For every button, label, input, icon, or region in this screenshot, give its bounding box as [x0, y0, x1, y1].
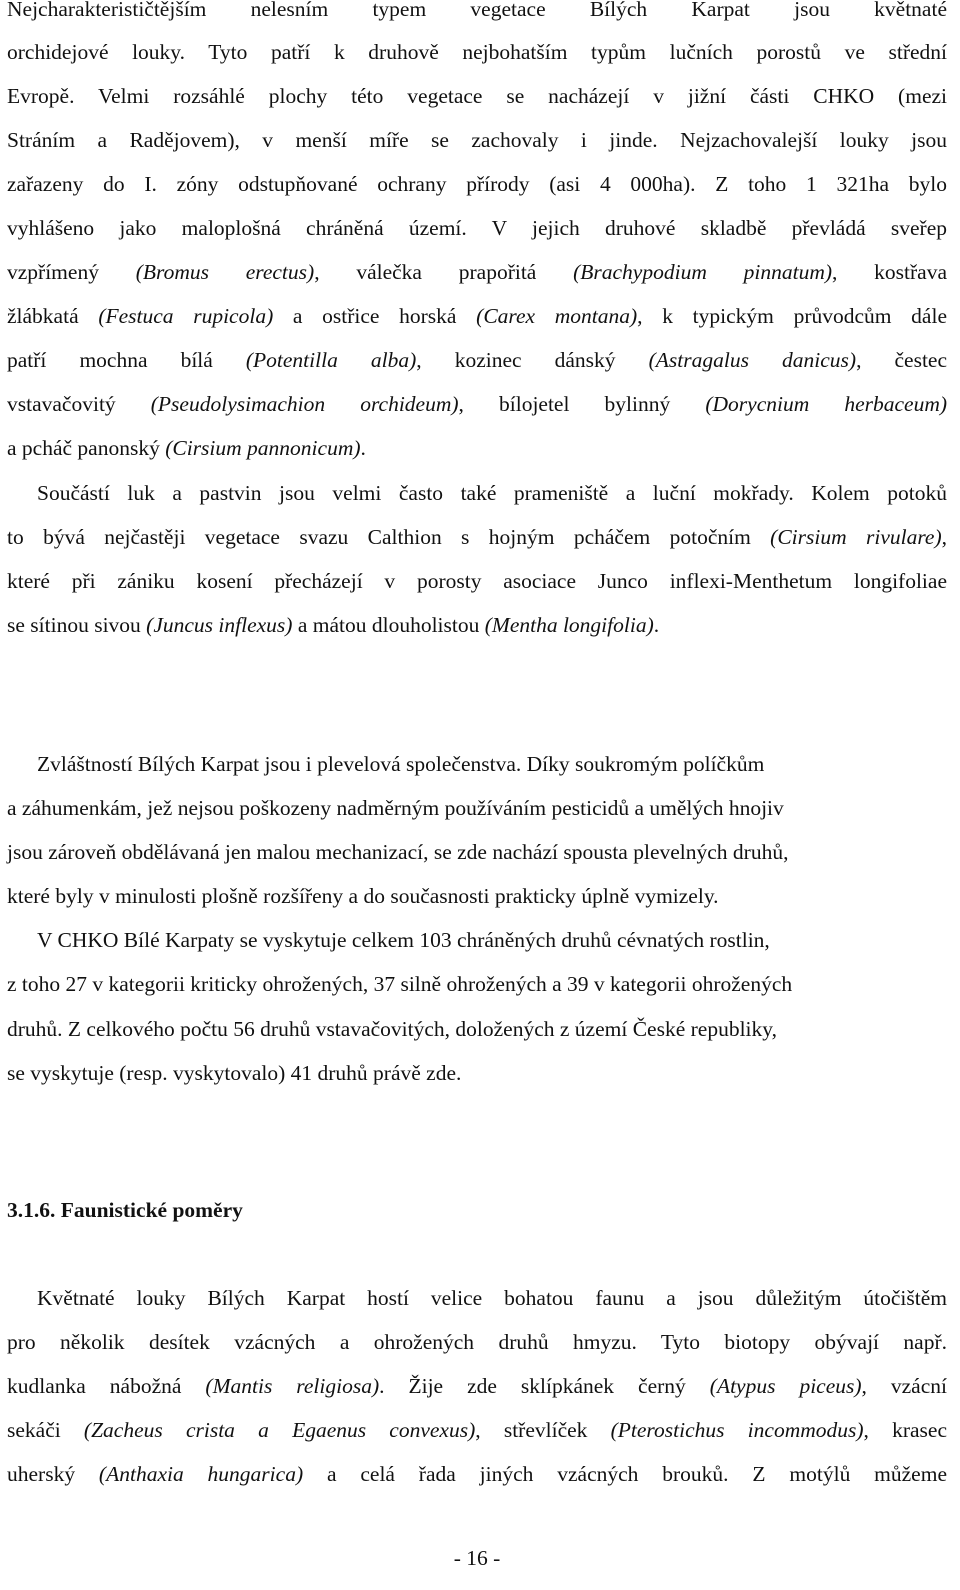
section-heading: 3.1.6. Faunistické poměry: [7, 1198, 243, 1222]
text-line: Květnaté louky Bílých Karpat hostí velice bohatou faunu a jsou důležitým útočištěm: [37, 1286, 947, 1310]
text-line: a záhumenkám, jež nejsou poškozeny nadměrným používáním pesticidů a umělých hnojiv: [7, 796, 784, 820]
text-line: se sítinou sivou (Juncus inflexus) a mátou dlouholistou (Mentha longifolia).: [7, 613, 660, 637]
text-line: druhů. Z celkového počtu 56 druhů vstavačovitých, doložených z území České republiky,: [7, 1017, 778, 1041]
text-line: Evropě. Velmi rozsáhlé plochy této vegetace se nacházejí v jižní části CHKO (mezi: [7, 84, 947, 108]
text-line: Stráním a Radějovem), v menší míře se zachovaly i jinde. Nejzachovalejší louky jsou: [7, 128, 947, 152]
document-page: [7, 0, 947, 1590]
text-line: vyhlášeno jako maloplošná chráněná území. V jejich druhové skladbě převládá sveřep: [7, 216, 947, 240]
text-line: které při zániku kosení přecházejí v porosty asociace Junco inflexi-Menthetum longifoliae: [7, 569, 947, 593]
text-line: sekáči (Zacheus crista a Egaenus convexus), střevlíček (Pterostichus incommodus), krasec: [7, 1418, 948, 1442]
text-line: zařazeny do I. zóny odstupňované ochrany přírody (asi 4 000ha). Z toho 1 321ha bylo: [7, 172, 947, 196]
text-line: uherský (Anthaxia hungarica) a celá řada jiných vzácných brouků. Z motýlů můžeme: [7, 1462, 947, 1486]
text-line: žlábkatá (Festuca rupicola) a ostřice horská (Carex montana), k typickým průvodcům dále: [7, 304, 947, 328]
text-line: které byly v minulosti plošně rozšířeny a do současnosti prakticky úplně vymizely.: [7, 884, 719, 908]
text-line: jsou zároveň obdělávaná jen malou mechanizací, se zde nachází spousta plevelných druhů,: [7, 840, 789, 864]
text-line: z toho 27 v kategorii kriticky ohrožených, 37 silně ohrožených a 39 v kategorii ohrožených: [7, 972, 793, 996]
text-line: patří mochna bílá (Potentilla alba), kozinec dánský (Astragalus danicus), čestec: [7, 348, 948, 372]
text-line: pro několik desítek vzácných a ohrožených druhů hmyzu. Tyto biotopy obývají např.: [7, 1330, 947, 1354]
text-line: se vyskytuje (resp. vyskytovalo) 41 druhů právě zde.: [7, 1061, 462, 1085]
text-line: Součástí luk a pastvin jsou velmi často také prameniště a luční mokřady. Kolem potoků: [37, 481, 947, 505]
text-line: vzpřímený (Bromus erectus), válečka prapořitá (Brachypodium pinnatum), kostřava: [7, 260, 947, 284]
text-line: V CHKO Bílé Karpaty se vyskytuje celkem 103 chráněných druhů cévnatých rostlin,: [37, 928, 770, 952]
text-line: Zvláštností Bílých Karpat jsou i plevelová společenstva. Díky soukromým políčkům: [37, 752, 765, 776]
text-line: orchidejové louky. Tyto patří k druhově nejbohatším typům lučních porostů ve střední: [7, 40, 947, 64]
text-line: Nejcharakterističtějším nelesním typem vegetace Bílých Karpat jsou květnaté: [7, 0, 947, 21]
text-line: a pcháč panonský (Cirsium pannonicum).: [7, 436, 366, 460]
text-line: to bývá nejčastěji vegetace svazu Calthion s hojným pcháčem potočním (Cirsium rivulare),: [7, 525, 947, 549]
page-number: - 16 -: [453, 1546, 501, 1570]
text-line: vstavačovitý (Pseudolysimachion orchideum), bílojetel bylinný (Dorycnium herbaceum): [7, 392, 948, 416]
text-line: kudlanka nábožná (Mantis religiosa). Žije zde sklípkánek černý (Atypus piceus), vzácní: [7, 1374, 947, 1398]
